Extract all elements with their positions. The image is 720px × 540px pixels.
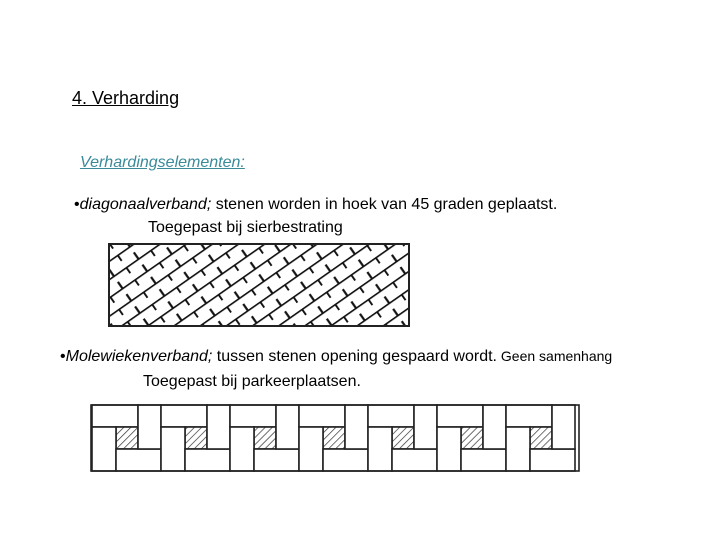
paver-horizontal: [254, 449, 299, 471]
bullet: •: [60, 348, 66, 365]
paver-horizontal: [530, 449, 575, 471]
item-molewieken: [60, 348, 612, 366]
diagonal-bond-pattern-image: [108, 243, 410, 327]
paver-vertical: [483, 405, 506, 449]
paver-gap: [530, 427, 552, 449]
paver-gap: [185, 427, 207, 449]
term-molewiekenverband: Molewiekenverband;: [65, 348, 213, 365]
description: tussen stenen opening gespaard wordt.: [212, 348, 497, 365]
paver-vertical: [207, 405, 230, 449]
paver-horizontal: [368, 405, 414, 427]
description: stenen worden in hoek van 45 graden geplaatst.: [211, 196, 558, 213]
paver-horizontal: [461, 449, 506, 471]
paver-vertical: [437, 427, 461, 471]
paver-vertical: [368, 427, 392, 471]
term-diagonaalverband: diagonaalverband;: [79, 196, 212, 213]
slide-title: 4. Verharding: [72, 88, 180, 108]
paver-vertical: [276, 405, 299, 449]
paver-gap: [392, 427, 414, 449]
item-diagonaal-usage: Toegepast bij sierbestrating: [148, 219, 343, 236]
paver-vertical: [161, 427, 185, 471]
paver-horizontal: [185, 449, 230, 471]
subtitle: Verhardingselementen:: [80, 154, 245, 171]
note-geen-samenhang: Geen samenhang: [497, 348, 613, 364]
paver-gap: [323, 427, 345, 449]
item-diagonaal: [74, 196, 557, 214]
paver-horizontal: [437, 405, 483, 427]
paver-gap: [116, 427, 138, 449]
paver-vertical: [414, 405, 437, 449]
item-molewieken-usage: Toegepast bij parkeerplaatsen.: [143, 373, 361, 390]
paver-vertical: [299, 427, 323, 471]
paver-horizontal: [506, 405, 552, 427]
paver-gap: [461, 427, 483, 449]
paver-horizontal: [299, 405, 345, 427]
paver-horizontal: [230, 405, 276, 427]
paver-horizontal: [392, 449, 437, 471]
pinwheel-bond-pattern-image: [90, 404, 580, 472]
paver-horizontal: [116, 449, 161, 471]
paver-gap: [254, 427, 276, 449]
paver-vertical: [345, 405, 368, 449]
paver-vertical: [138, 405, 161, 449]
paver-vertical: [552, 405, 575, 449]
paver-horizontal: [323, 449, 368, 471]
paver-vertical: [506, 427, 530, 471]
paver-vertical: [230, 427, 254, 471]
bullet: •: [74, 196, 80, 213]
paver-horizontal: [92, 405, 138, 427]
paver-horizontal: [161, 405, 207, 427]
paver-vertical: [92, 427, 116, 471]
